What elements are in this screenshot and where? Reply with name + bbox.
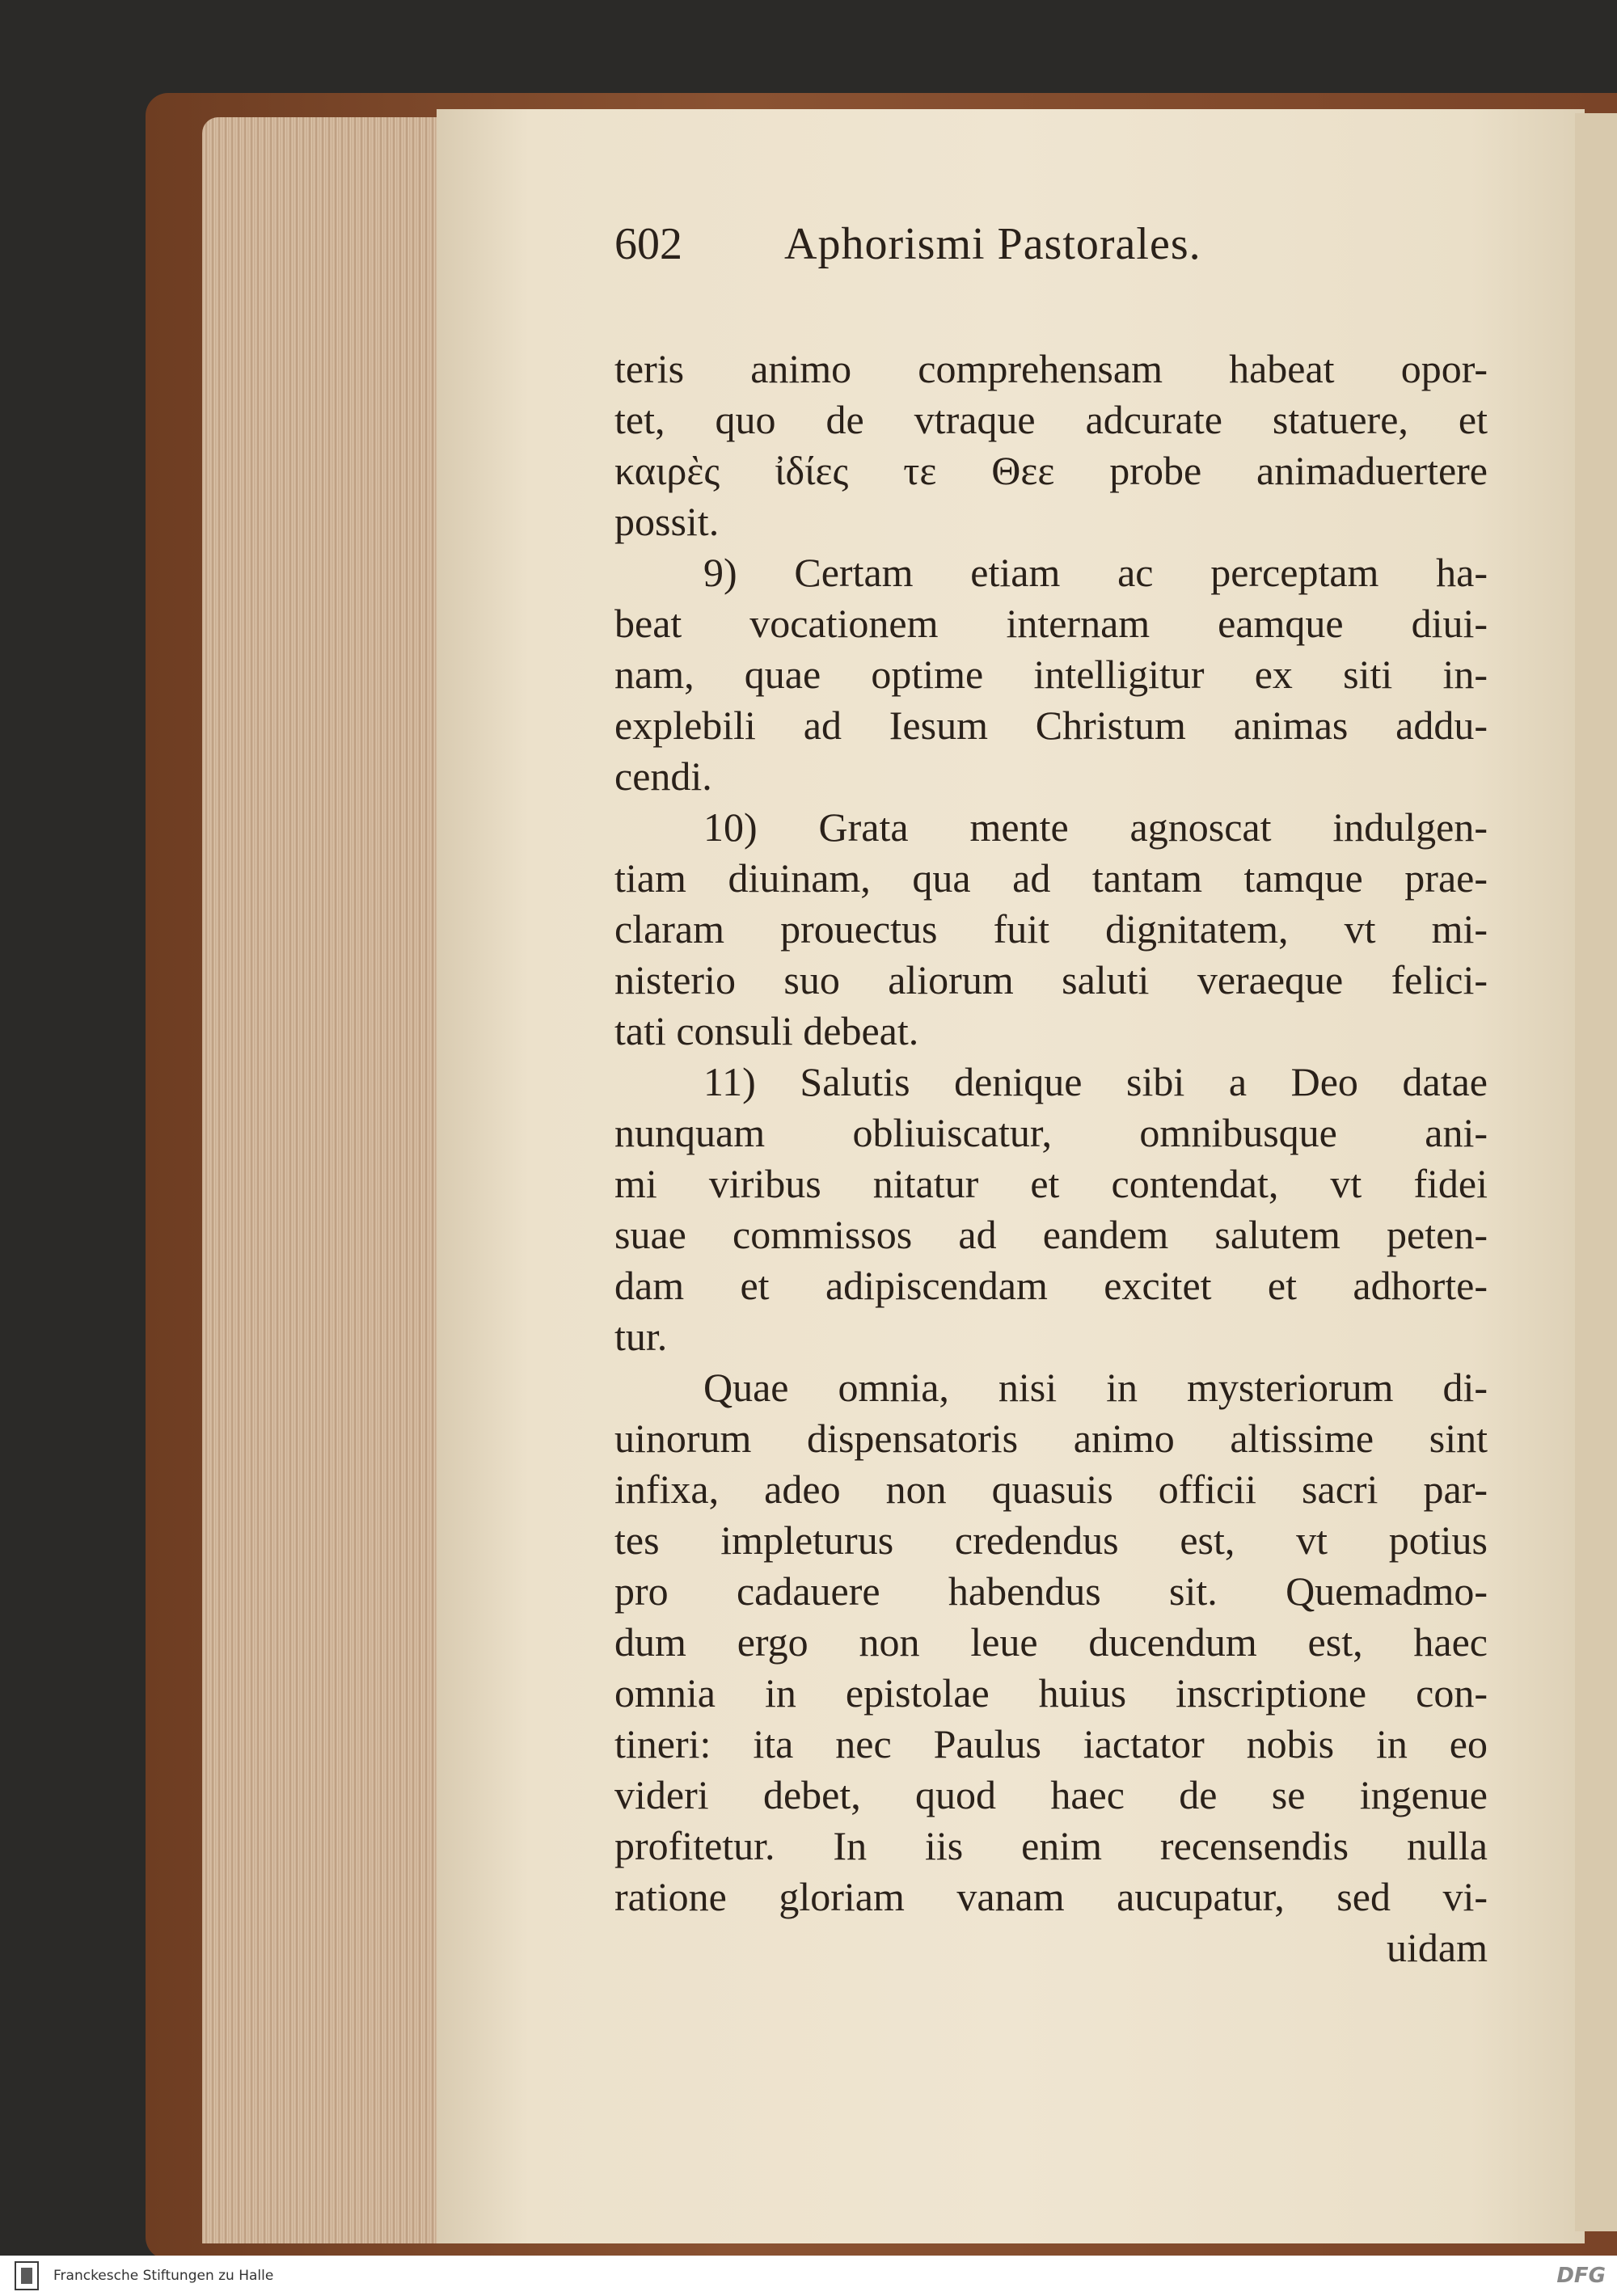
text-line: claram prouectus fuit dignitatem, vt mi- bbox=[614, 906, 1488, 952]
text-line: explebili ad Iesum Christum animas addu- bbox=[614, 703, 1488, 748]
text-line: dam et adipiscendam excitet et adhorte- bbox=[614, 1263, 1488, 1308]
text-line: teris animo comprehensam habeat opor- bbox=[614, 346, 1488, 391]
text-line: Quae omnia, nisi in mysteriorum di- bbox=[703, 1365, 1488, 1410]
text-line: nunquam obliuiscatur, omnibusque ani- bbox=[614, 1110, 1488, 1155]
catchword: uidam bbox=[1387, 1925, 1488, 1970]
text-line: omnia in epistolae huius inscriptione con- bbox=[614, 1670, 1488, 1716]
text-line: 11) Salutis denique sibi a Deo datae bbox=[703, 1059, 1488, 1104]
text-line: dum ergo non leue ducendum est, haec bbox=[614, 1619, 1488, 1665]
text-line: 9) Certam etiam ac perceptam ha- bbox=[703, 550, 1488, 595]
text-line: uinorum dispensatoris animo altissime sint bbox=[614, 1416, 1488, 1461]
text-line: beat vocationem internam eamque diui- bbox=[614, 601, 1488, 646]
text-line: nisterio suo aliorum saluti veraeque felici- bbox=[614, 957, 1488, 1002]
text-line: tineri: ita nec Paulus iactator nobis in eo bbox=[614, 1721, 1488, 1766]
institution-name: Franckesche Stiftungen zu Halle bbox=[53, 2268, 274, 2284]
text-line: tes impleturus credendus est, vt potius bbox=[614, 1517, 1488, 1563]
facing-page-edge bbox=[1575, 113, 1617, 2231]
text-line: ratione gloriam vanam aucupatur, sed vi- bbox=[614, 1874, 1488, 1919]
text-line: suae commissos ad eandem salutem peten- bbox=[614, 1212, 1488, 1257]
page-number: 602 bbox=[614, 219, 682, 269]
body-text bbox=[614, 344, 1488, 1973]
text-line: pro cadauere habendus sit. Quemadmo- bbox=[614, 1568, 1488, 1614]
text-line: possit. bbox=[614, 499, 720, 544]
text-line: tur. bbox=[614, 1314, 668, 1359]
text-line: tiam diuinam, qua ad tantam tamque prae- bbox=[614, 855, 1488, 901]
text-line: profitetur. In iis enim recensendis nulla bbox=[614, 1823, 1488, 1868]
greek-text-line: καιρὲς ἰδίες τε Θεε probe animaduertere bbox=[614, 448, 1488, 493]
viewer-footer bbox=[0, 2256, 1617, 2296]
text-line: tet, quo de vtraque adcurate statuere, et bbox=[614, 397, 1488, 442]
text-line: cendi. bbox=[614, 753, 712, 799]
page-edges bbox=[202, 117, 445, 2243]
page-header bbox=[614, 218, 1488, 283]
text-line: nam, quae optime intelligitur ex siti in- bbox=[614, 652, 1488, 697]
text-line: 10) Grata mente agnoscat indulgen- bbox=[703, 804, 1488, 850]
dfg-logo: DFG bbox=[1556, 2264, 1606, 2288]
text-line: infixa, adeo non quasuis officii sacri par- bbox=[614, 1467, 1488, 1512]
institution-logo-icon bbox=[15, 2261, 39, 2290]
text-line: tati consuli debeat. bbox=[614, 1008, 919, 1053]
text-line: videri debet, quod haec de se ingenue bbox=[614, 1772, 1488, 1817]
page-text bbox=[614, 218, 1488, 1973]
text-line: mi viribus nitatur et contendat, vt fidei bbox=[614, 1161, 1488, 1206]
running-title: Aphorismi Pastorales. bbox=[784, 219, 1201, 269]
